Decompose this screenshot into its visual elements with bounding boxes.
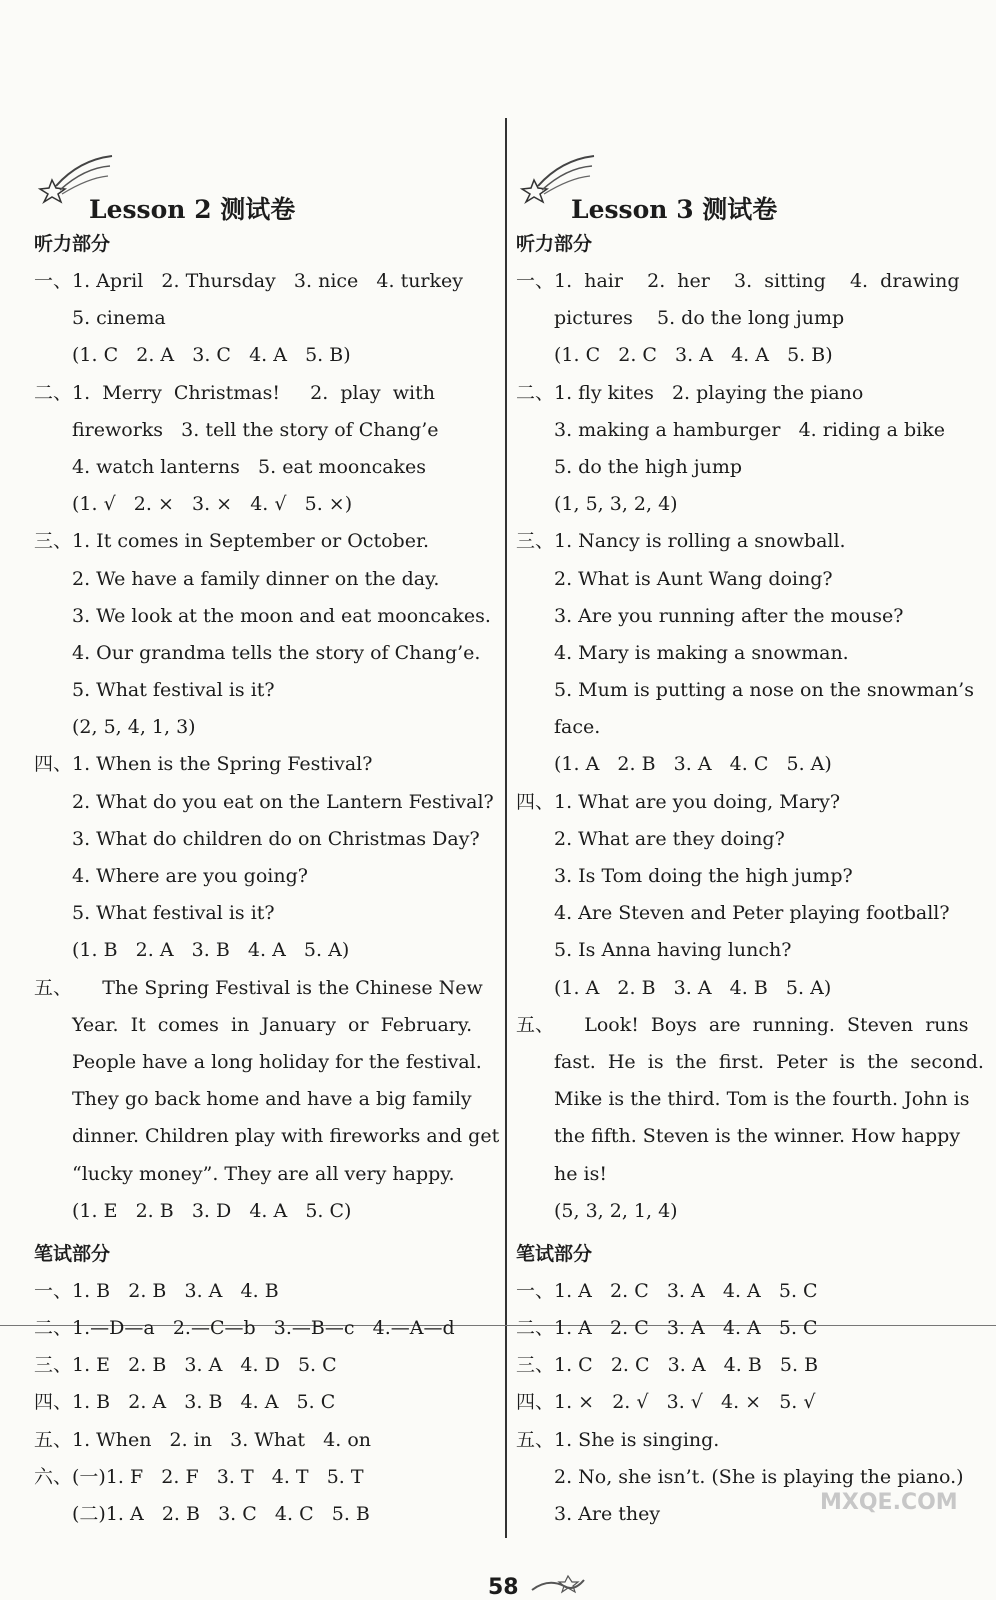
answer-line	[34, 1422, 494, 1459]
answer-line	[34, 746, 494, 783]
answer-line	[516, 598, 976, 635]
answer-line	[34, 672, 494, 709]
answer-line	[34, 970, 494, 1007]
answer-text: 2. What are they doing?	[554, 827, 785, 850]
lesson-title	[516, 150, 976, 224]
answer-line	[34, 858, 494, 895]
question-number: 六、	[34, 1465, 73, 1488]
answer-text: 4. Our grandma tells the story of Chang’e.	[72, 641, 481, 664]
question-number: 二、	[516, 1317, 555, 1340]
answer-line	[34, 1007, 494, 1044]
answer-text: (2, 5, 4, 1, 3)	[72, 716, 196, 739]
answer-line	[516, 635, 976, 672]
answer-line	[516, 1044, 984, 1081]
answer-line	[34, 1496, 494, 1533]
answer-line	[34, 337, 494, 374]
listening-answers	[516, 263, 984, 1230]
answer-text: 2. What do you eat on the Lantern Festival?	[72, 790, 494, 813]
answer-text: 1. Merry Christmas! 2. play with	[72, 381, 435, 404]
answer-line	[516, 746, 976, 783]
answer-line	[516, 300, 976, 337]
answer-line	[34, 1273, 494, 1310]
answer-text: The Spring Festival is the Chinese New	[72, 976, 483, 999]
question-number: 四、	[34, 1391, 73, 1414]
answer-text: 1. hair 2. her 3. sitting 4. drawing	[554, 270, 960, 292]
answer-line	[516, 1081, 976, 1118]
answer-text: 1. × 2. √ 3. √ 4. × 5. √	[554, 1391, 816, 1414]
answer-line	[516, 1422, 976, 1459]
answer-line	[34, 932, 494, 969]
question-number: 一、	[516, 270, 555, 292]
answer-text: “lucky money”. They are all very happy.	[72, 1162, 455, 1185]
answer-text: 1. E 2. B 3. A 4. D 5. C	[72, 1354, 337, 1377]
answer-line	[34, 1310, 494, 1347]
listening-answers	[34, 263, 500, 1230]
answer-line	[516, 1156, 976, 1193]
answer-line	[516, 784, 976, 821]
listening-header: 听力部分	[516, 233, 593, 255]
question-number: 三、	[34, 530, 73, 553]
answer-line	[34, 1384, 494, 1421]
answer-text: (1. C 2. C 3. A 4. A 5. B)	[554, 344, 833, 367]
answer-line	[34, 1156, 494, 1193]
answer-text: (1. B 2. A 3. B 4. A 5. A)	[72, 939, 350, 962]
answer-text: (1. A 2. B 3. A 4. C 5. A)	[554, 753, 832, 776]
answer-line	[516, 412, 976, 449]
answer-line	[34, 449, 494, 486]
answer-line	[516, 1310, 976, 1347]
question-number: 三、	[516, 530, 555, 553]
answer-text: fireworks 3. tell the story of Chang’e	[72, 418, 439, 441]
answer-text: 2. We have a family dinner on the day.	[72, 567, 440, 590]
answer-line	[516, 858, 976, 895]
answer-line	[516, 449, 976, 486]
question-number: 五、	[516, 1013, 555, 1036]
answer-text: (一)1. F 2. F 3. T 4. T 5. T	[72, 1465, 364, 1488]
answer-line	[34, 1081, 494, 1118]
left-column	[34, 150, 500, 1533]
answer-line	[516, 709, 976, 746]
answer-text: 5. cinema	[72, 307, 166, 330]
answer-line	[516, 523, 976, 560]
question-number: 四、	[516, 1391, 555, 1414]
answer-text: 3. What do children do on Christmas Day?	[72, 827, 480, 850]
answer-text: 1. It comes in September or October.	[72, 530, 429, 553]
question-number: 五、	[516, 1428, 555, 1451]
answer-line	[34, 300, 494, 337]
answer-line	[34, 1118, 500, 1155]
answer-text: pictures 5. do the long jump	[554, 307, 845, 330]
answer-text: 1. April 2. Thursday 3. nice 4. turkey	[72, 270, 464, 292]
answer-line	[516, 970, 976, 1007]
answer-line	[516, 1273, 976, 1310]
answer-line	[34, 895, 494, 932]
answer-text: 1. She is singing.	[554, 1428, 720, 1451]
answer-text: face.	[554, 716, 601, 739]
answer-text: 1.—D—a 2.—C—b 3.—B—c 4.—A—d	[72, 1317, 455, 1340]
answer-text: They go back home and have a big family	[72, 1088, 472, 1111]
answer-text: 1. Nancy is rolling a snowball.	[554, 530, 846, 553]
written-header: 笔试部分	[34, 1242, 111, 1265]
listening-header: 听力部分	[34, 233, 111, 255]
answer-line	[34, 1044, 494, 1081]
answer-line	[34, 821, 494, 858]
answer-text: (1. A 2. B 3. A 4. B 5. A)	[554, 976, 832, 999]
answer-line	[516, 263, 976, 300]
answer-text: 4. Are Steven and Peter playing football?	[554, 902, 950, 925]
answer-text: 1. fly kites 2. playing the piano	[554, 381, 864, 404]
answer-line	[516, 561, 976, 598]
answer-line	[516, 1007, 976, 1044]
answer-line	[516, 1347, 976, 1384]
question-number: 二、	[516, 381, 555, 404]
answer-text: 1. A 2. C 3. A 4. A 5. C	[554, 1317, 818, 1340]
answer-text: the fifth. Steven is the winner. How happy	[554, 1125, 961, 1148]
answer-text: (1. E 2. B 3. D 4. A 5. C)	[72, 1199, 352, 1222]
answer-line	[34, 486, 494, 523]
question-number: 一、	[34, 1279, 73, 1302]
answer-line	[516, 486, 976, 523]
answer-text: 1. C 2. C 3. A 4. B 5. B	[554, 1354, 819, 1377]
answer-text: 5. do the high jump	[554, 455, 743, 478]
written-answers	[34, 1273, 494, 1533]
answer-line	[34, 1347, 494, 1384]
answer-text: 3. making a hamburger 4. riding a bike	[554, 418, 945, 441]
answer-text: 3. Is Tom doing the high jump?	[554, 865, 853, 887]
answer-line	[516, 375, 976, 412]
answer-text: fast. He is the first. Peter is the second.	[554, 1050, 984, 1073]
answer-text: he is!	[554, 1162, 607, 1185]
answer-text: 5. What festival is it?	[72, 679, 275, 702]
question-number: 一、	[516, 1279, 555, 1302]
answer-text: 4. Where are you going?	[72, 865, 308, 887]
answer-line	[34, 523, 494, 560]
answer-line	[34, 709, 494, 746]
answer-text: 1. B 2. A 3. B 4. A 5. C	[72, 1391, 336, 1414]
answer-text: (1, 5, 3, 2, 4)	[554, 493, 678, 516]
page-number: 58	[488, 1575, 519, 1600]
answer-text: 3. Are they	[554, 1503, 661, 1525]
answer-line	[34, 412, 494, 449]
answer-line	[34, 1459, 494, 1496]
answer-text: dinner. Children play with fireworks and get	[72, 1125, 500, 1148]
question-number: 五、	[34, 976, 73, 999]
answer-text: 2. No, she isn’t. (She is playing the piano.)	[554, 1465, 964, 1488]
answer-text: Look! Boys are running. Steven runs	[554, 1013, 969, 1036]
answer-text: People have a long holiday for the festival.	[72, 1050, 482, 1073]
answer-line	[34, 635, 494, 672]
answer-text: 5. Mum is putting a nose on the snowman’s	[554, 679, 974, 702]
question-number: 二、	[34, 1317, 73, 1340]
answer-text: 1. What are you doing, Mary?	[554, 790, 841, 813]
right-column	[516, 150, 984, 1533]
answer-text: (1. √ 2. × 3. × 4. √ 5. ×)	[72, 493, 353, 516]
answer-text: 1. A 2. C 3. A 4. A 5. C	[554, 1279, 818, 1302]
answer-line	[516, 821, 976, 858]
title-text: Lesson 2 测试卷	[89, 195, 296, 224]
answer-text: (5, 3, 2, 1, 4)	[554, 1199, 678, 1222]
watermark-logo: MXQE.COM	[820, 1490, 958, 1515]
answer-text: 3. We look at the moon and eat mooncakes.	[72, 604, 491, 627]
answer-text: 5. What festival is it?	[72, 902, 275, 925]
answer-text: 4. Mary is making a snowman.	[554, 641, 849, 664]
answer-line	[34, 598, 494, 635]
answer-line	[516, 337, 976, 374]
question-number: 三、	[34, 1354, 73, 1377]
answer-line	[516, 1118, 976, 1155]
question-number: 一、	[34, 270, 73, 292]
answer-line	[516, 1384, 976, 1421]
answer-line	[516, 672, 976, 709]
answer-text: (1. C 2. A 3. C 4. A 5. B)	[72, 344, 351, 367]
answer-line	[516, 932, 976, 969]
answer-text: Mike is the third. Tom is the fourth. John is	[554, 1088, 970, 1111]
title-text: Lesson 3 测试卷	[571, 195, 778, 224]
question-number: 四、	[516, 790, 555, 813]
answer-line	[34, 561, 494, 598]
lesson-title	[34, 150, 494, 224]
answer-line	[34, 1193, 494, 1230]
footer-ornament-icon	[528, 1572, 588, 1600]
written-header: 笔试部分	[516, 1242, 593, 1265]
question-number: 三、	[516, 1354, 555, 1377]
answer-line	[34, 263, 494, 300]
answer-text: 1. When is the Spring Festival?	[72, 753, 373, 776]
answer-text: 1. When 2. in 3. What 4. on	[72, 1428, 372, 1451]
question-number: 四、	[34, 753, 73, 776]
answer-line	[516, 1193, 976, 1230]
question-number: 二、	[34, 381, 73, 404]
answer-text: 3. Are you running after the mouse?	[554, 604, 904, 627]
answer-text: 2. What is Aunt Wang doing?	[554, 567, 833, 590]
answer-line	[516, 895, 976, 932]
answer-text: Year. It comes in January or February.	[72, 1013, 473, 1036]
question-number: 五、	[34, 1428, 73, 1451]
answer-text: 4. watch lanterns 5. eat mooncakes	[72, 455, 427, 478]
answer-text: 1. B 2. B 3. A 4. B	[72, 1279, 279, 1302]
answer-text: (二)1. A 2. B 3. C 4. C 5. B	[72, 1503, 370, 1525]
answer-line	[34, 784, 494, 821]
answer-line	[34, 375, 494, 412]
answer-text: 5. Is Anna having lunch?	[554, 939, 792, 962]
